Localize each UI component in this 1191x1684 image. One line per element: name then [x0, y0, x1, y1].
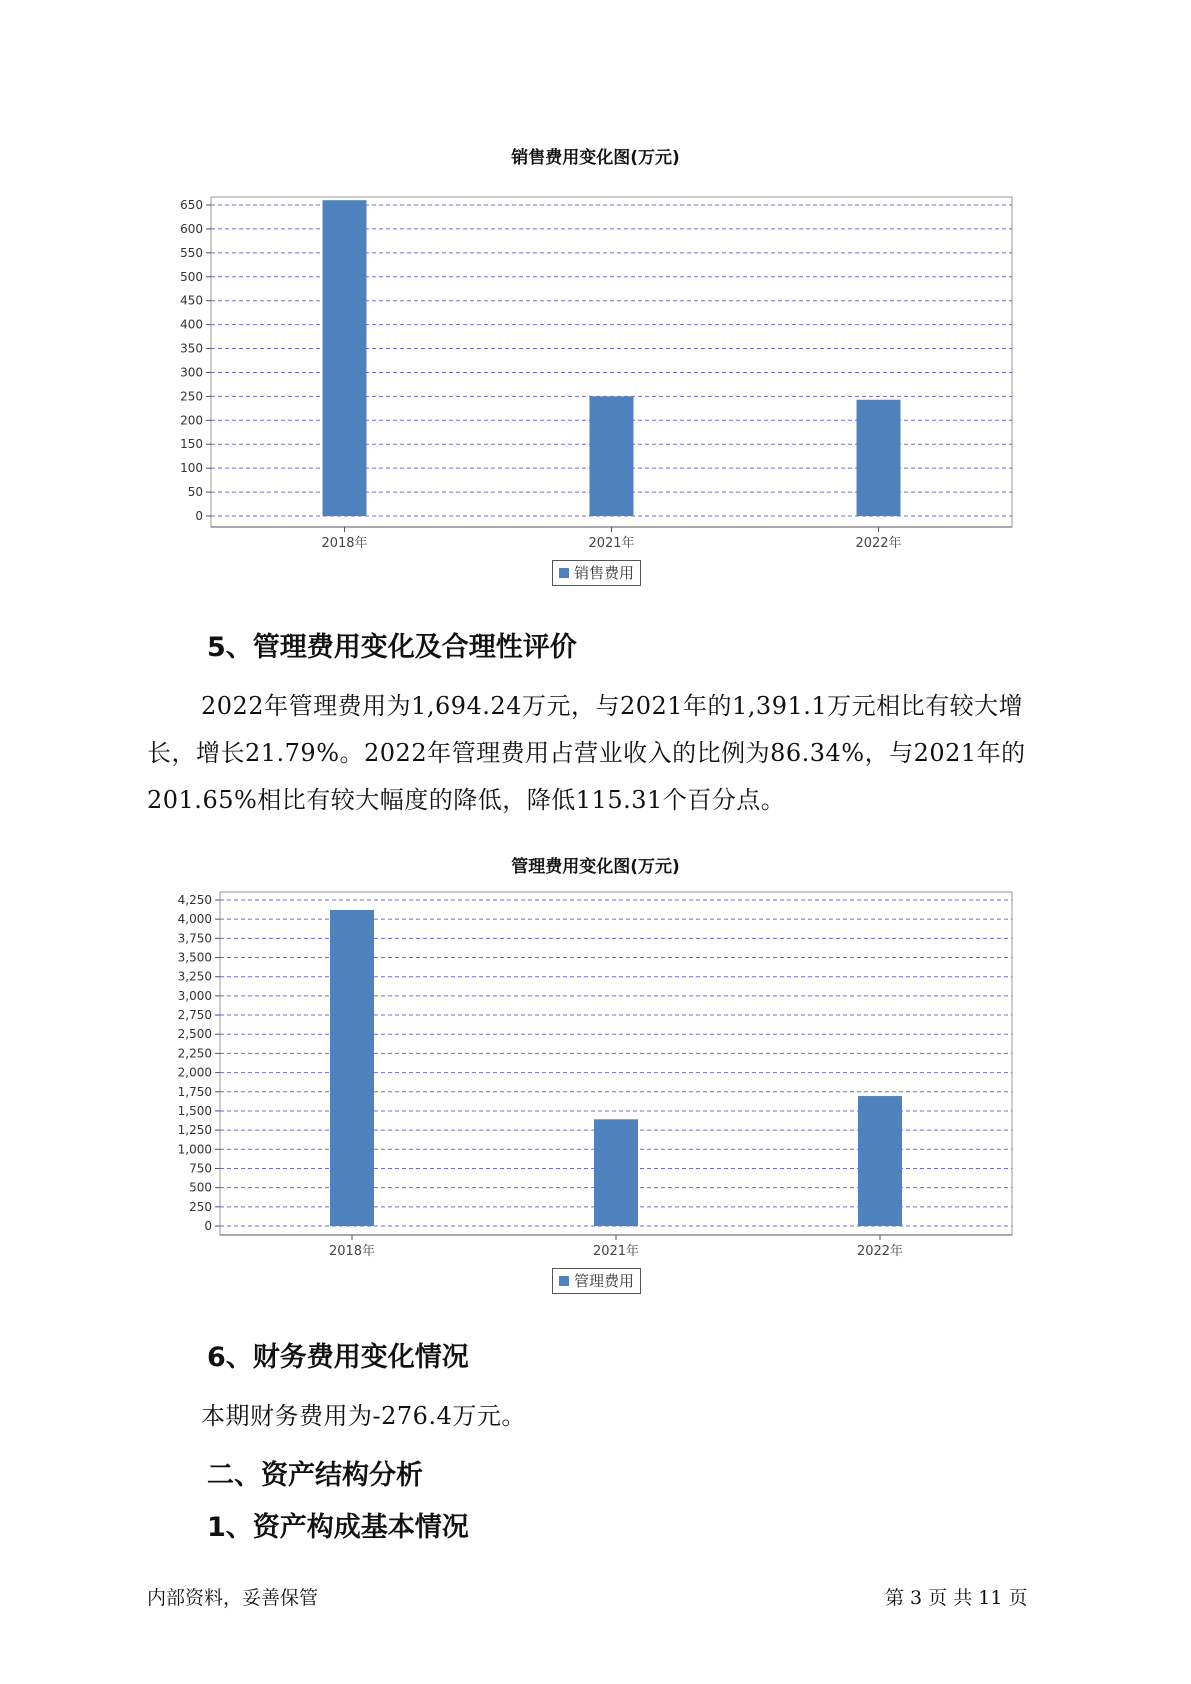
y-tick-label: 550 — [180, 245, 203, 260]
part-2-sub1-heading: 1、资产构成基本情况 — [207, 1512, 469, 1543]
y-tick-label: 2,250 — [177, 1046, 212, 1061]
y-tick-label: 0 — [195, 509, 203, 523]
y-tick-label: 400 — [180, 317, 203, 332]
y-tick-label: 500 — [189, 1180, 212, 1195]
section-6-text: 本期财务费用为-276.4万元。 — [201, 1402, 526, 1430]
admin-chart-legend — [552, 1268, 641, 1294]
x-tick-label: 2022年 — [856, 1244, 904, 1259]
admin-chart-title: 管理费用变化图(万元) — [511, 857, 680, 877]
section-5-text: 2022年管理费用为1,694.24万元，与2021年的1,391.1万元相比有较大增长，增长21.79%。2022年管理费用占营业收入的比例为86.34%，与2021年的201.65%相比有较大幅度的降低，降低115.31个百分点。 — [147, 692, 1026, 814]
bar-2021年 — [594, 1119, 638, 1226]
y-tick-label: 250 — [189, 1199, 212, 1214]
legend-swatch — [559, 1276, 569, 1286]
y-tick-label: 4,250 — [177, 893, 212, 907]
y-tick-label: 3,000 — [177, 988, 212, 1003]
y-tick-label: 1,500 — [177, 1103, 212, 1118]
y-tick-label: 50 — [187, 485, 203, 500]
y-tick-label: 450 — [180, 293, 203, 308]
y-tick-label: 3,500 — [177, 950, 212, 965]
part-2-heading: 二、资产结构分析 — [207, 1460, 423, 1491]
y-tick-label: 600 — [180, 221, 203, 236]
x-tick-label: 2018年 — [321, 536, 368, 551]
y-tick-label: 1,000 — [177, 1142, 212, 1157]
y-tick-label: 2,750 — [177, 1008, 212, 1023]
bar-2022年 — [858, 1096, 902, 1226]
y-tick-label: 250 — [180, 389, 203, 404]
y-tick-label: 100 — [180, 461, 203, 476]
footer-confidential-note: 内部资料，妥善保管 — [147, 1587, 319, 1609]
x-tick-label: 2021年 — [588, 536, 635, 551]
sales-chart-title: 销售费用变化图(万元) — [511, 148, 680, 168]
y-tick-label: 4,000 — [177, 912, 212, 927]
y-tick-label: 0 — [204, 1219, 212, 1233]
y-tick-label: 300 — [180, 365, 203, 380]
x-tick-label: 2018年 — [328, 1244, 376, 1259]
section-5-heading: 5、管理费用变化及合理性评价 — [207, 632, 577, 663]
x-tick-label: 2021年 — [592, 1244, 640, 1259]
y-tick-label: 1,750 — [177, 1084, 212, 1099]
y-tick-label: 150 — [180, 437, 203, 452]
y-tick-label: 2,000 — [177, 1065, 212, 1080]
bar-2018年 — [330, 910, 374, 1226]
footer-page-number: 第 3 页 共 11 页 — [885, 1587, 1028, 1609]
y-tick-label: 2,500 — [177, 1027, 212, 1042]
section-6-paragraph — [147, 1393, 1067, 1440]
section-6-heading: 6、财务费用变化情况 — [207, 1342, 469, 1373]
y-tick-label: 1,250 — [177, 1123, 212, 1138]
y-tick-label: 500 — [180, 269, 203, 284]
y-tick-label: 200 — [180, 413, 203, 428]
sales-legend-label: 销售费用 — [574, 564, 635, 582]
y-tick-label: 3,250 — [177, 969, 212, 984]
x-tick-label: 2022年 — [855, 536, 902, 551]
y-tick-label: 350 — [180, 341, 203, 356]
y-tick-label: 650 — [180, 198, 203, 212]
y-tick-label: 3,750 — [177, 931, 212, 946]
y-tick-label: 750 — [189, 1161, 212, 1176]
admin-legend-label: 管理费用 — [574, 1272, 635, 1290]
